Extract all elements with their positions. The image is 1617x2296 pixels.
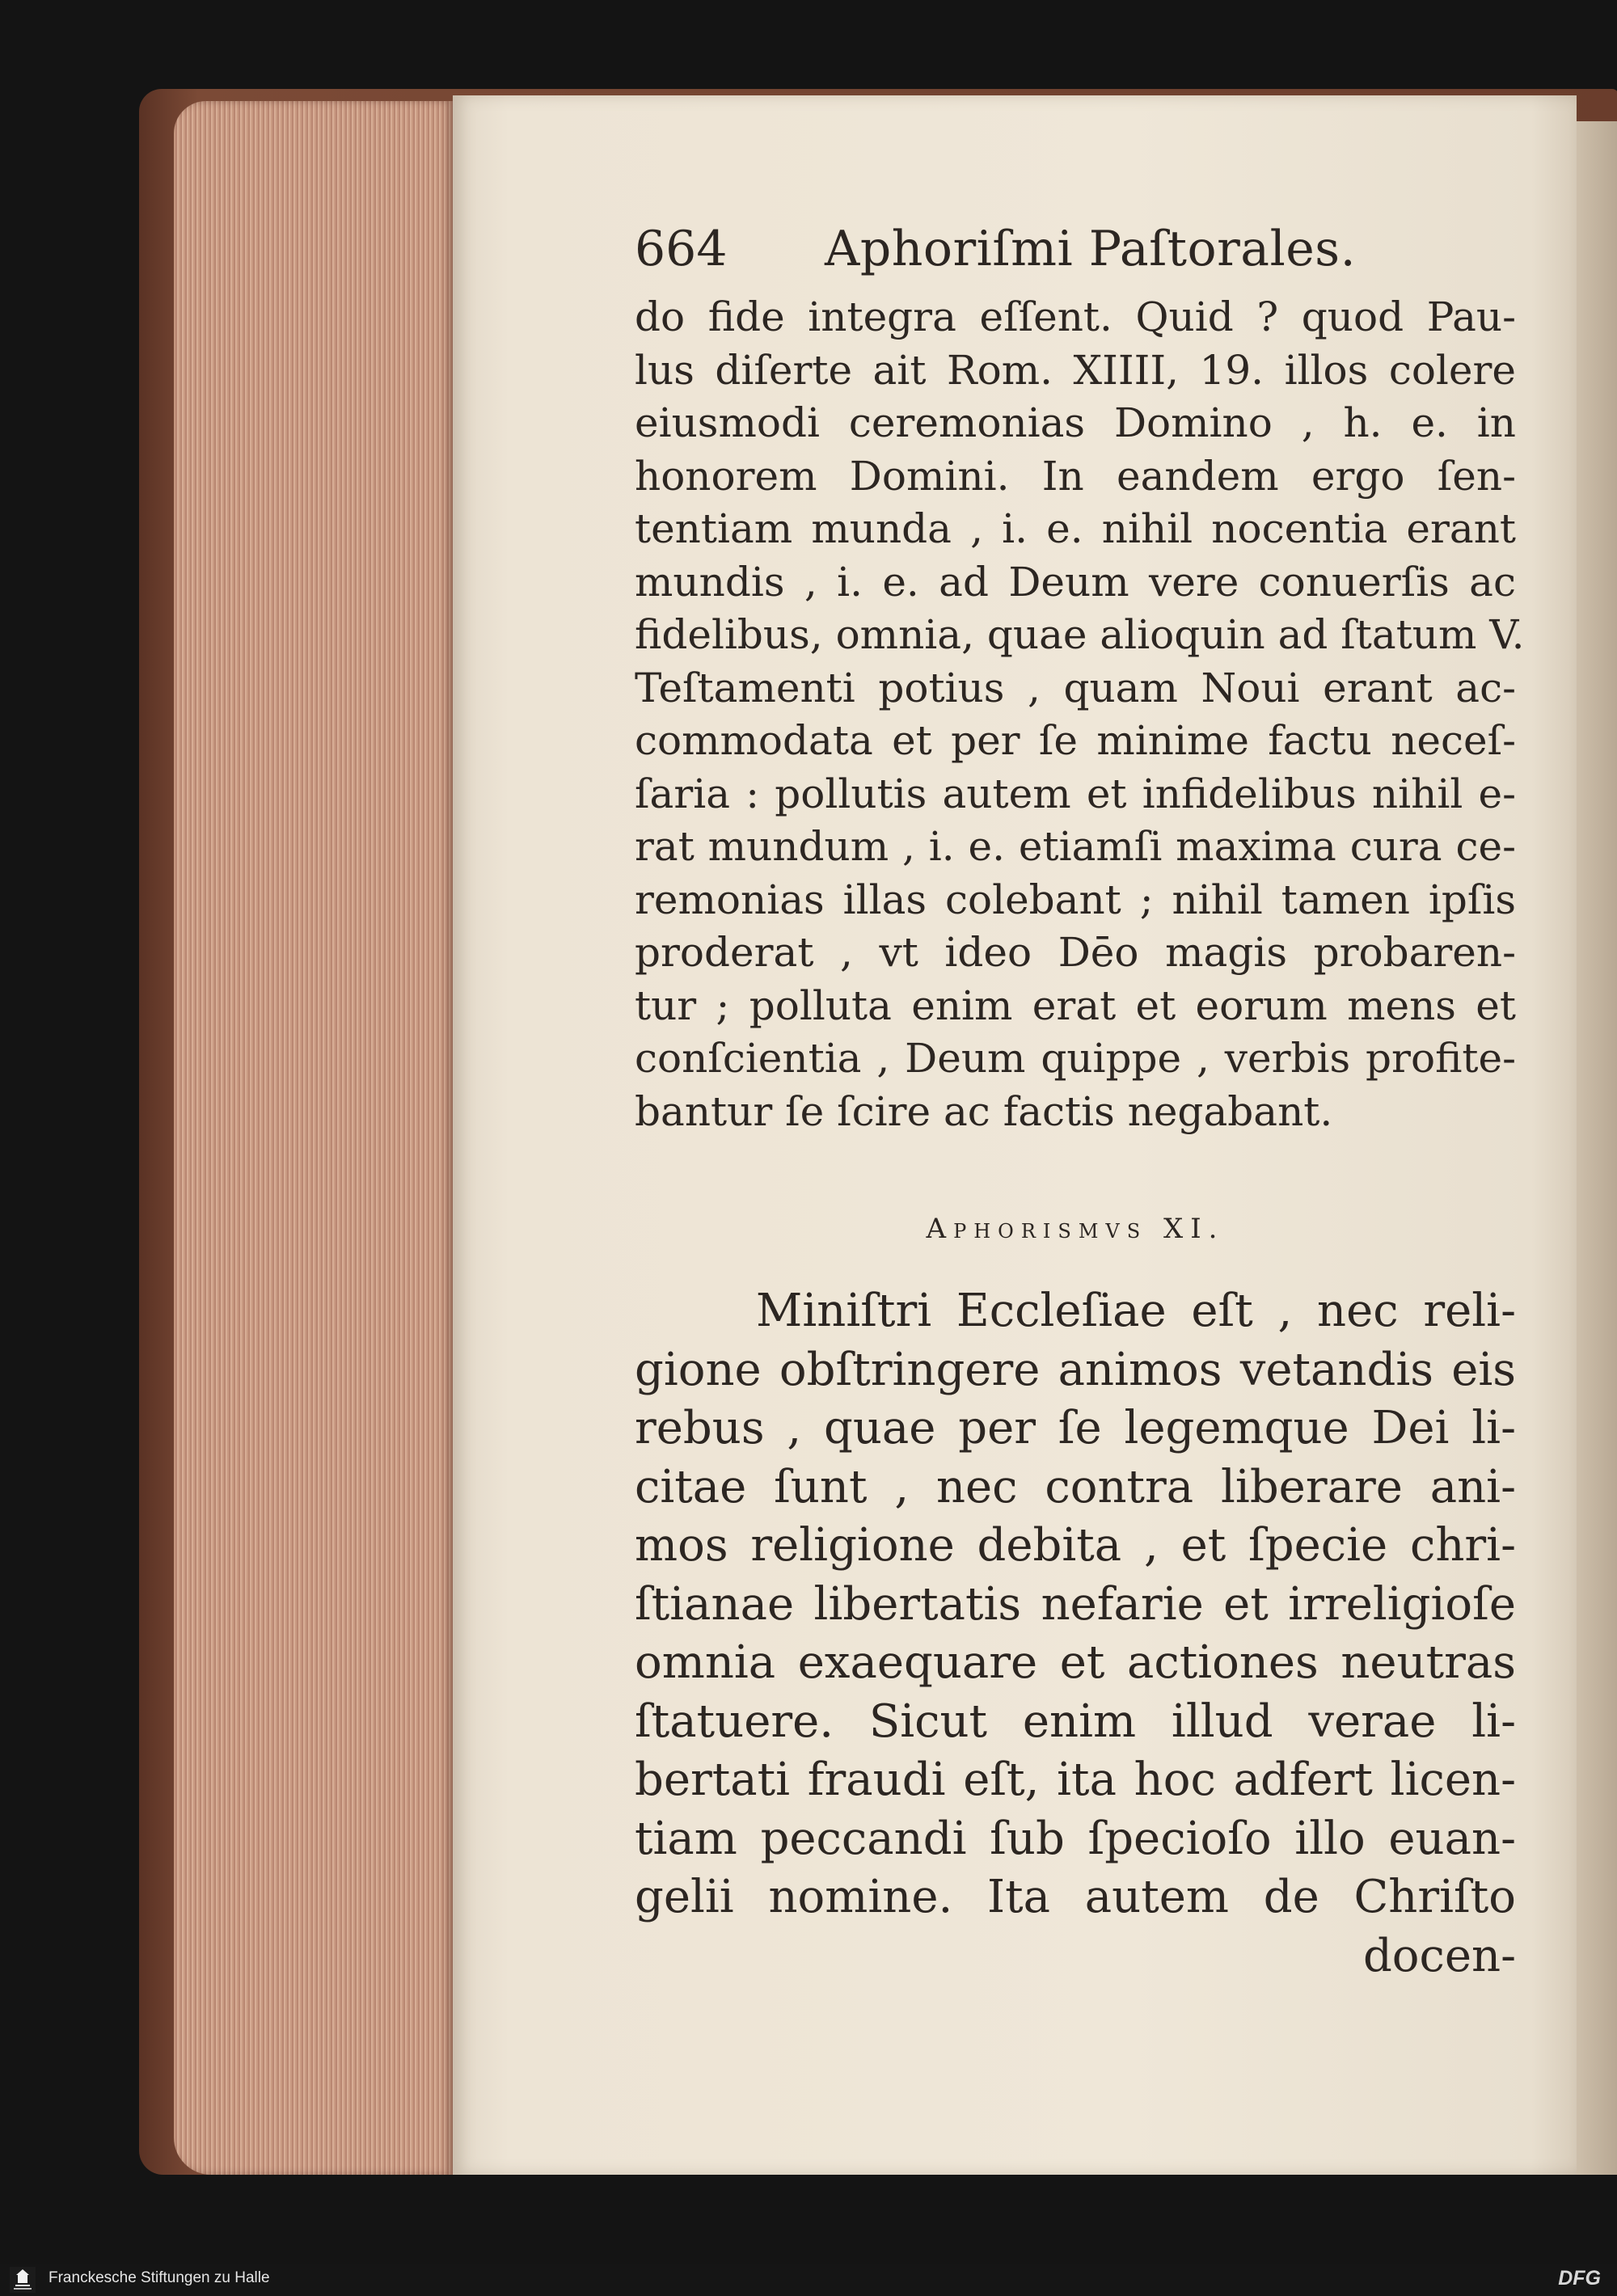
body-line: commodata et per ſe minime factu neceſ- xyxy=(635,717,1516,764)
section-line: ſtianae libertatis nefarie et irreligioſe xyxy=(635,1577,1516,1631)
body-line: conſcientia , Deum quippe , verbis profite- xyxy=(635,1035,1516,1082)
section-line: gione obſtringere animos vetandis eis xyxy=(635,1343,1516,1396)
body-text xyxy=(635,291,1525,1138)
page-edges xyxy=(174,101,453,2175)
section-line: ſtatuere. Sicut enim illud verae li- xyxy=(635,1695,1516,1748)
body-line: bantur ſe ſcire ac factis negabant. xyxy=(635,1087,1333,1135)
section-line: omnia exaequare et actiones neutras xyxy=(635,1636,1516,1689)
body-line: eiusmodi ceremonias Domino , h. e. in xyxy=(635,399,1516,446)
section-line: tiam peccandi ſub ſpecioſo illo euan- xyxy=(635,1812,1516,1865)
body-line: fidelibus, omnia, quae alioquin ad ſtatum V. xyxy=(635,611,1525,658)
body-line: rat mundum , i. e. etiamſi maxima cura ce- xyxy=(635,823,1516,870)
body-line: Teſtamenti potius , quam Noui erant ac- xyxy=(635,664,1516,711)
dfg-logo: DFG xyxy=(1558,2267,1601,2290)
section-text xyxy=(635,1282,1516,1986)
running-head xyxy=(635,217,1516,281)
text-block xyxy=(635,217,1525,1986)
institution-logo-icon xyxy=(10,2267,36,2293)
institution-credit: Franckesche Stiftungen zu Halle xyxy=(49,2269,270,2286)
page-number: 664 xyxy=(635,221,728,277)
page-title: Aphoriſmi Paſtorales. xyxy=(825,221,1357,277)
section-heading: Aphorismvs XI. xyxy=(926,1213,1225,1245)
section-line: citae ſunt , nec contra liberare ani- xyxy=(635,1460,1516,1513)
body-line: lus diſerte ait Rom. XIIII, 19. illos colere xyxy=(635,346,1516,394)
viewer-footer xyxy=(0,2264,1617,2296)
body-line: tentiam munda , i. e. nihil nocentia erant xyxy=(635,505,1516,552)
body-line: remonias illas colebant ; nihil tamen ipſis xyxy=(635,876,1516,923)
section-line: Miniſtri Eccleſiae eſt , nec reli- xyxy=(756,1285,1516,1337)
body-line: honorem Domini. In eandem ergo ſen- xyxy=(635,452,1516,500)
body-line: proderat , vt ideo Dēo magis probaren- xyxy=(635,929,1516,976)
facing-page-edge xyxy=(1577,121,1617,2175)
section-line: mos religione debita , et ſpecie chri- xyxy=(635,1519,1516,1572)
section-line: gelii nomine. Ita autem de Chriſto xyxy=(635,1871,1516,1923)
section-line: rebus , quae per ſe legemque Dei li- xyxy=(635,1402,1516,1454)
body-line: do fide integra eſſent. Quid ? quod Pau- xyxy=(635,293,1516,340)
body-line: mundis , i. e. ad Deum vere conuerſis ac xyxy=(635,558,1516,606)
body-line: tur ; polluta enim erat et eorum mens et xyxy=(635,981,1516,1029)
section-line: bertati fraudi eſt, ita hoc adfert licen- xyxy=(635,1754,1516,1806)
catchword: docen- xyxy=(1362,1929,1516,1982)
body-line: ſaria : pollutis autem et infidelibus nihil e- xyxy=(635,770,1516,817)
